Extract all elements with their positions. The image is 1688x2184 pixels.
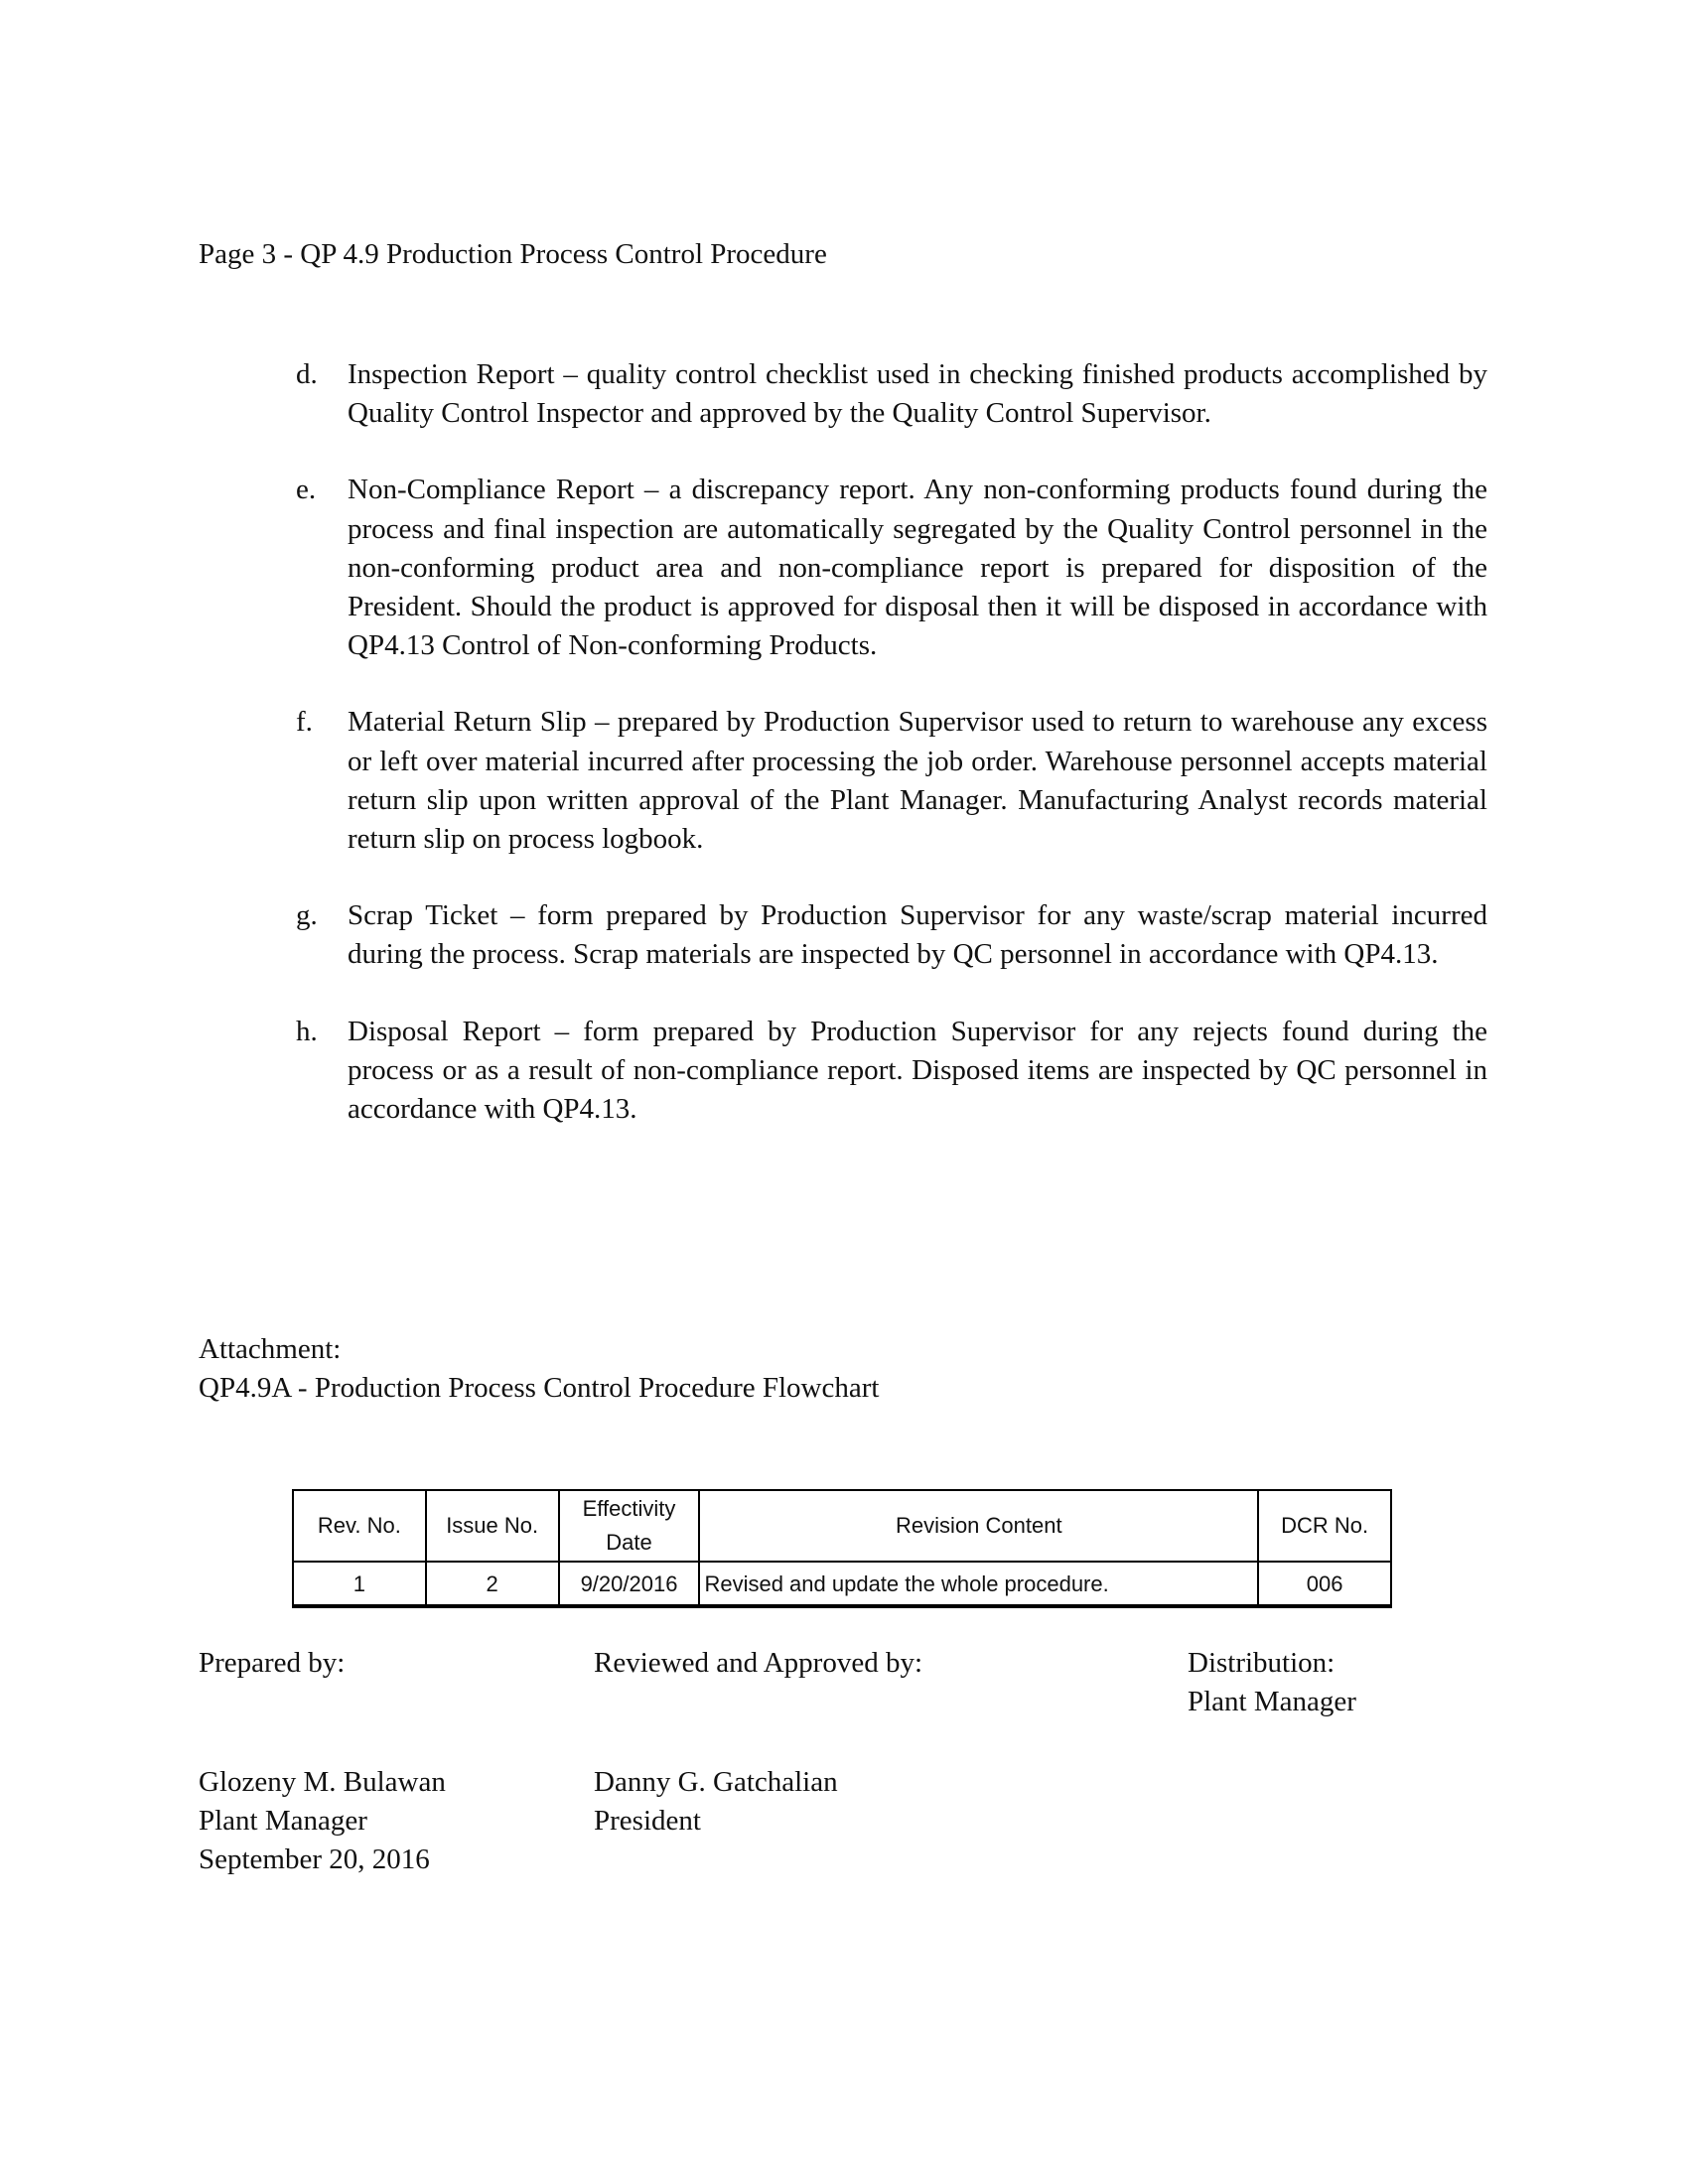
list-item-e [296,471,1487,665]
definition-list [296,355,1487,1166]
cell-revision-content: Revised and update the whole procedure. [699,1562,1258,1607]
cell-issue-no: 2 [426,1562,559,1607]
cell-date: 9/20/2016 [559,1562,700,1607]
item-text: Non-Compliance Report – a discrepancy report. Any non-conforming products found during the process and final inspection are automatically segregated by the Quality Control personnel in the non-conforming product area and non-compliance report is prepared for disposition of the President. Should the product is approved for disposal then it will be disposed in accordance with QP4.13 Control of Non-conforming Products. [348,474,1487,662]
header-effectivity-line2: Date [606,1530,652,1555]
preparer-name: Glozeny M. Bulawan [199,1766,446,1798]
cell-rev-no: 1 [293,1562,426,1607]
item-letter: f. [296,706,313,739]
preparer-title: Plant Manager [199,1805,367,1837]
distribution-value: Plant Manager [1188,1686,1356,1717]
list-item-h [296,1013,1487,1130]
distribution-block [1188,1644,1356,1721]
item-letter: g. [296,899,318,932]
header-rev-no: Rev. No. [293,1490,426,1562]
header-dcr-no: DCR No. [1258,1490,1391,1562]
approver-title: President [594,1805,701,1837]
approver-name: Danny G. Gatchalian [594,1766,838,1798]
prepared-by-label: Prepared by: [199,1647,346,1679]
attachment-label: Attachment: [199,1333,342,1365]
cell-dcr-no: 006 [1258,1562,1391,1607]
reviewed-by-label: Reviewed and Approved by: [594,1647,923,1679]
header-effectivity-line1: Effectivity [582,1496,676,1521]
header-effectivity-date [559,1490,700,1562]
preparer-date: September 20, 2016 [199,1843,430,1875]
list-item-d [296,355,1487,433]
distribution-label: Distribution: [1188,1647,1336,1679]
item-text: Scrap Ticket – form prepared by Production Supervisor for any waste/scrap material incurred during the process. Scrap materials are inspected by QC personnel in accordance with QP4.13. [348,899,1487,971]
header-revision-content: Revision Content [699,1490,1258,1562]
item-letter: h. [296,1015,318,1047]
item-text: Material Return Slip – prepared by Production Supervisor used to return to warehouse any excess or left over material incurred after processing the job order. Warehouse personnel accepts material return slip upon written approval of the Plant Manager. Manufacturing Analyst records material return slip on process logbook. [348,706,1487,856]
table-header-row [293,1490,1391,1562]
attachment-block [199,1330,879,1408]
preparer-block [199,1763,446,1879]
item-letter: d. [296,358,318,390]
attachment-value: QP4.9A - Production Process Control Procedure Flowchart [199,1372,880,1404]
item-letter: e. [296,474,317,506]
approver-block [594,1763,838,1841]
item-text: Inspection Report – quality control checklist used in checking finished products accomplished by Quality Control Inspector and approved by the Quality Control Supervisor. [348,358,1487,430]
list-item-g [296,896,1487,974]
item-text: Disposal Report – form prepared by Production Supervisor for any rejects found during the process or as a result of non-compliance report. Disposed items are inspected by QC personnel in accordance with QP4.13. [348,1015,1487,1126]
revision-table [292,1489,1392,1608]
header-issue-no: Issue No. [426,1490,559,1562]
list-item-f [296,703,1487,859]
table-row [293,1562,1391,1607]
page-header: Page 3 - QP 4.9 Production Process Control Procedure [199,238,827,270]
